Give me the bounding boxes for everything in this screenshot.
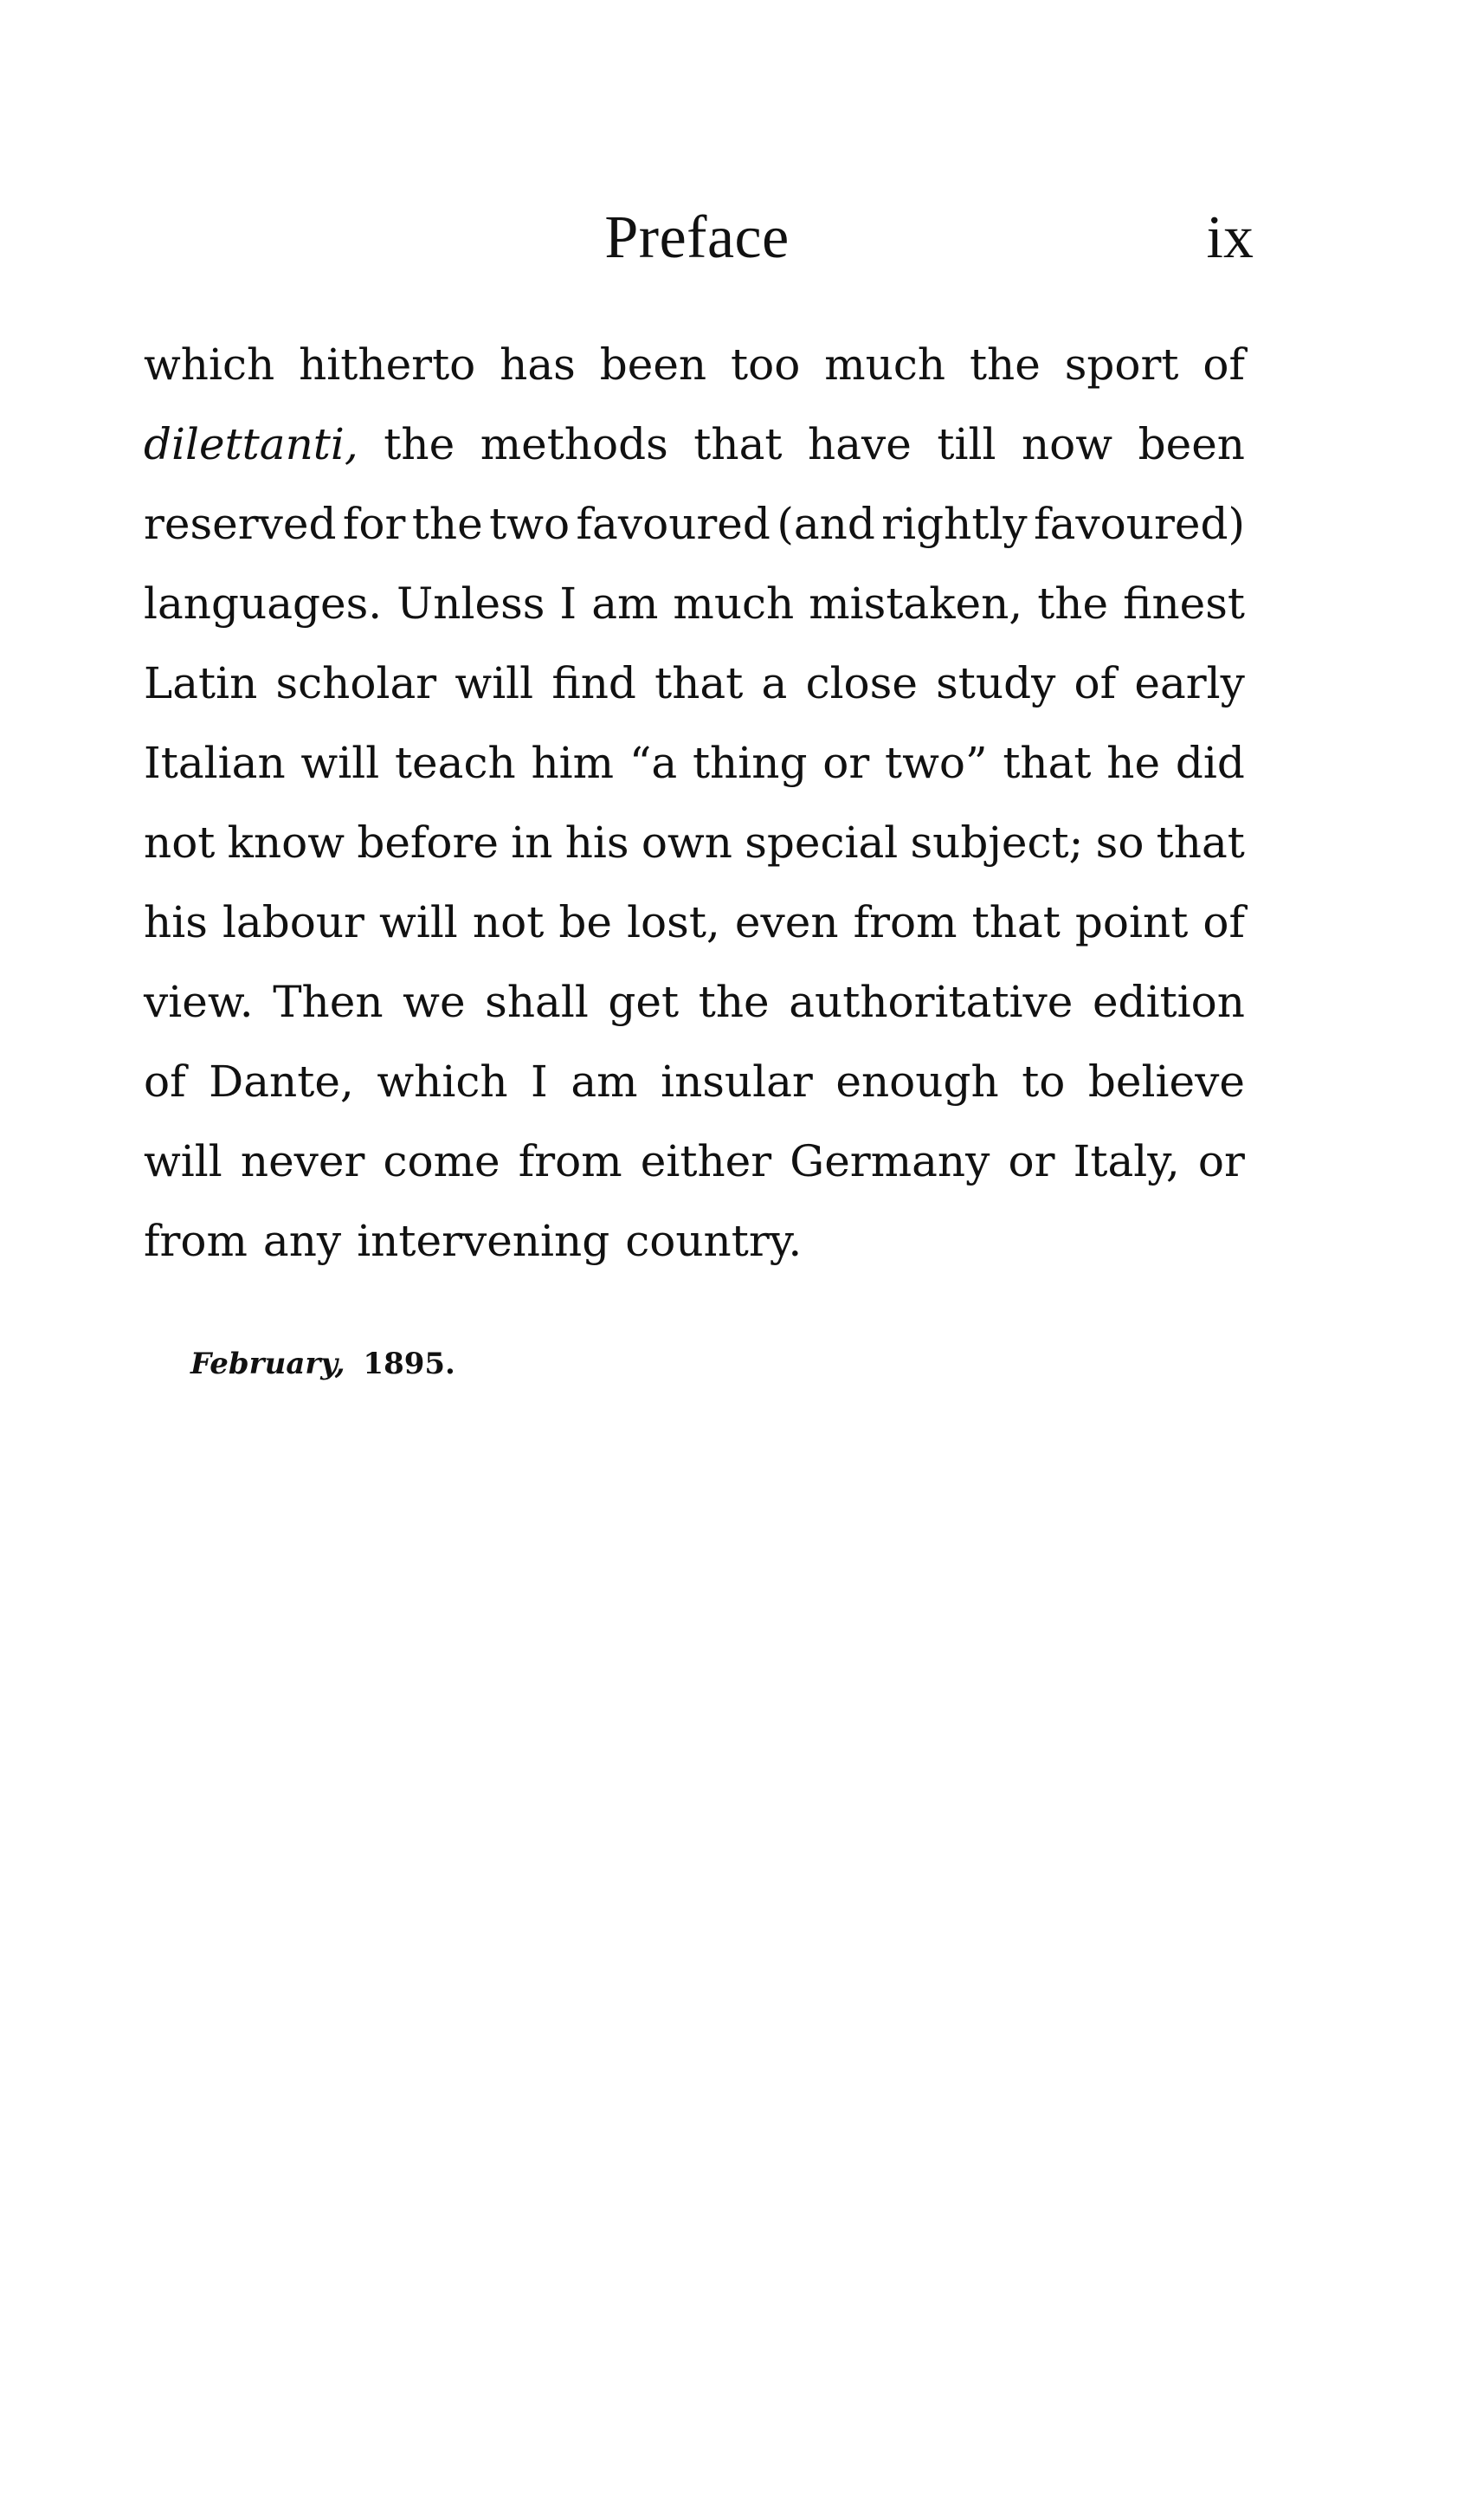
word: early xyxy=(1134,658,1245,708)
word: favoured xyxy=(576,499,771,549)
word: study xyxy=(936,658,1056,708)
word: that xyxy=(971,897,1061,947)
word: now xyxy=(1021,419,1113,469)
word: that xyxy=(654,658,744,708)
word: that xyxy=(1003,738,1092,788)
text-line xyxy=(144,325,1245,404)
word: any xyxy=(262,1216,342,1266)
text-line xyxy=(144,962,1245,1042)
word: been xyxy=(1138,419,1245,469)
word: for xyxy=(342,499,406,549)
word: Dante, xyxy=(209,1056,354,1107)
word: will xyxy=(144,1136,222,1186)
word: teach xyxy=(394,738,516,788)
word: favoured) xyxy=(1034,499,1245,549)
word: which xyxy=(144,339,275,390)
word: enough xyxy=(835,1056,999,1107)
word: hitherto xyxy=(299,339,476,390)
word: will xyxy=(455,658,534,708)
word: or xyxy=(1197,1136,1245,1186)
word: that xyxy=(693,419,783,469)
word: of xyxy=(1074,658,1117,708)
word: either xyxy=(640,1136,772,1186)
word: edition xyxy=(1092,977,1245,1027)
word: that xyxy=(1156,817,1245,868)
text-line xyxy=(144,723,1245,803)
word: the xyxy=(698,977,770,1027)
word: am xyxy=(591,578,659,629)
word: till xyxy=(937,419,996,469)
text-line xyxy=(144,643,1245,723)
word: (and xyxy=(777,499,875,549)
word: from xyxy=(518,1136,622,1186)
word: own xyxy=(641,817,732,868)
word: he xyxy=(1106,738,1161,788)
word: from xyxy=(144,1216,248,1266)
word: methods xyxy=(480,419,668,469)
text-line xyxy=(144,404,1245,484)
word: lost, xyxy=(627,897,720,947)
word: much xyxy=(824,339,946,390)
word: of xyxy=(1203,339,1245,390)
word-italic-dilettanti: dilettanti, xyxy=(144,419,358,469)
word: the xyxy=(411,499,483,549)
word: before xyxy=(357,817,500,868)
word: Latin xyxy=(144,658,258,708)
word: much xyxy=(673,578,795,629)
word: Then xyxy=(273,977,384,1027)
word: which xyxy=(377,1056,508,1107)
word: I xyxy=(531,1056,548,1107)
word: I xyxy=(559,578,577,629)
word: will xyxy=(300,738,380,788)
text-line xyxy=(144,564,1245,643)
word: so xyxy=(1095,817,1144,868)
word: been xyxy=(599,339,707,390)
word: sport xyxy=(1064,339,1179,390)
word: never xyxy=(240,1136,365,1186)
word: come xyxy=(383,1136,500,1186)
dateline xyxy=(190,1338,455,1390)
word: not xyxy=(472,897,545,947)
word: thing xyxy=(692,738,808,788)
word: Italian xyxy=(144,738,286,788)
text-line xyxy=(144,882,1245,962)
word: not xyxy=(144,817,216,868)
page-number: ix xyxy=(1206,204,1254,271)
word: will xyxy=(379,897,458,947)
text-line xyxy=(144,1121,1245,1201)
word: Italy, xyxy=(1073,1136,1180,1186)
word: get xyxy=(608,977,680,1027)
word: authoritative xyxy=(789,977,1074,1027)
word: close xyxy=(805,658,918,708)
word: rightly xyxy=(881,499,1028,549)
text-line xyxy=(144,803,1245,882)
word: subject; xyxy=(910,817,1084,868)
word: mistaken, xyxy=(809,578,1023,629)
page-title: Preface xyxy=(604,204,790,271)
word: his xyxy=(144,897,208,947)
word: languages. xyxy=(144,578,383,629)
word: Unless xyxy=(397,578,545,629)
word: am xyxy=(571,1056,638,1107)
text-line xyxy=(144,1042,1245,1121)
word: labour xyxy=(222,897,364,947)
word: even xyxy=(734,897,839,947)
word: him xyxy=(531,738,615,788)
running-head xyxy=(0,199,1483,277)
word: his xyxy=(564,817,629,868)
word: scholar xyxy=(275,658,437,708)
word: the xyxy=(1037,578,1109,629)
word: a xyxy=(761,658,788,708)
word: two xyxy=(489,499,571,549)
dateline-month: February, xyxy=(190,1347,345,1381)
word: did xyxy=(1175,738,1245,788)
word: too xyxy=(731,339,801,390)
word: be xyxy=(558,897,612,947)
word: know xyxy=(227,817,345,868)
word: finest xyxy=(1123,578,1245,629)
word: the xyxy=(969,339,1041,390)
word: the xyxy=(384,419,455,469)
text-line-last xyxy=(144,1201,1245,1281)
word: in xyxy=(511,817,553,868)
word: special xyxy=(745,817,899,868)
preface-body xyxy=(144,325,1245,1281)
word: view. xyxy=(144,977,254,1027)
word: “a xyxy=(629,738,678,788)
word: has xyxy=(500,339,576,390)
word: of xyxy=(144,1056,186,1107)
word: insular xyxy=(661,1056,813,1107)
word: from xyxy=(853,897,958,947)
word: to xyxy=(1022,1056,1066,1107)
word: believe xyxy=(1087,1056,1245,1107)
word: or xyxy=(1008,1136,1055,1186)
word: of xyxy=(1203,897,1245,947)
word: or xyxy=(822,738,870,788)
word: shall xyxy=(485,977,589,1027)
word: two” xyxy=(885,738,988,788)
word: reserved xyxy=(144,499,337,549)
word: find xyxy=(551,658,636,708)
dateline-year: 1895. xyxy=(363,1347,455,1381)
word: point xyxy=(1074,897,1189,947)
word: Germany xyxy=(790,1136,990,1186)
word: country. xyxy=(625,1216,803,1266)
word: intervening xyxy=(357,1216,610,1266)
word: we xyxy=(403,977,466,1027)
word: have xyxy=(808,419,912,469)
text-line xyxy=(144,484,1245,564)
